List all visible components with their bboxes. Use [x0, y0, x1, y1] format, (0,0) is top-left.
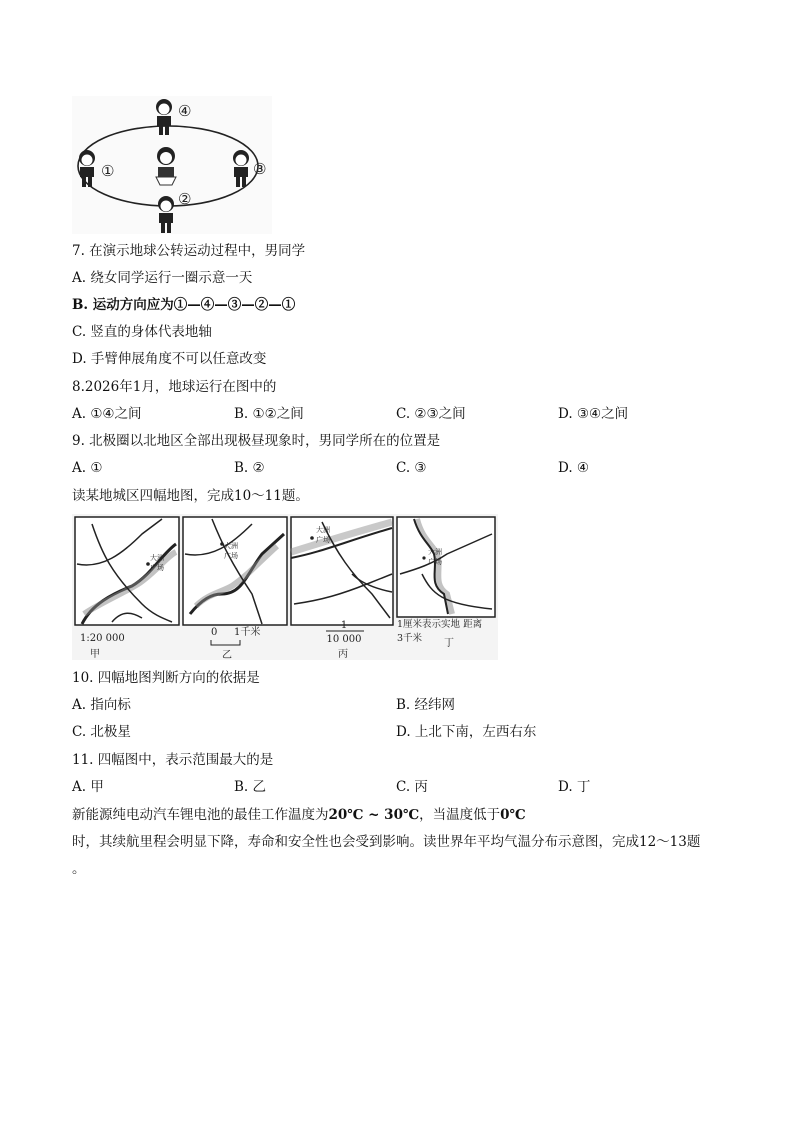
temperature-range: 20℃ ~ 30℃: [328, 807, 420, 823]
q8-stem: 8.2026年1月，地球运行在图中的: [72, 379, 277, 395]
q10-stem: 10. 四幅地图判断方向的依据是: [72, 670, 260, 686]
q11-option-c: C. 丙: [396, 779, 428, 795]
q7-stem: 7. 在演示地球公转运动过程中，男同学: [72, 243, 306, 259]
scale-ding-line1: 1厘米表示实地 距离: [397, 619, 483, 630]
scale-yi-zero: 0: [211, 627, 218, 638]
q9-option-d: D. ④: [558, 460, 590, 476]
scale-bing-numerator: 1: [340, 620, 348, 631]
intro-12-13-line3: 。: [72, 861, 86, 877]
q7-option-a: A. 绕女同学运行一圈示意一天: [72, 270, 253, 286]
label-2: ②: [178, 190, 192, 208]
map-bing-place-2: 广场: [316, 536, 330, 544]
map-name-yi: 乙: [222, 650, 232, 660]
map-name-jia: 甲: [90, 649, 100, 660]
label-1: ①: [101, 162, 115, 180]
intro-12-13-text-b: ，当温度低于: [419, 807, 501, 823]
q9-stem: 9. 北极圈以北地区全部出现极昼现象时，男同学所在的位置是: [72, 433, 441, 449]
map-name-bing: 丙: [338, 649, 348, 660]
q8-option-b: B. ①②之间: [234, 406, 304, 422]
q11-option-b: B. 乙: [234, 779, 267, 795]
orbit-demo-figure: [72, 96, 272, 234]
q10-option-b: B. 经纬网: [396, 697, 456, 713]
map-jia-place-2: 广场: [150, 564, 164, 572]
q8-option-c: C. ②③之间: [396, 406, 466, 422]
temperature-zero: 0℃: [500, 807, 526, 823]
map-ding-place-2: 广场: [428, 558, 442, 566]
map-bing-place-1: 大洲: [316, 526, 330, 534]
scale-yi-km: 1千米: [234, 627, 261, 638]
scale-jia: 1:20 000: [80, 633, 125, 644]
q9-option-b: B. ②: [234, 460, 265, 476]
map-ding: [397, 517, 495, 649]
four-maps-figure: [72, 514, 498, 660]
q7-option-c: C. 竖直的身体代表地轴: [72, 324, 212, 340]
q9-option-c: C. ③: [396, 460, 427, 476]
map-jia-place-1: 大洲: [150, 554, 164, 562]
q11-stem: 11. 四幅图中，表示范围最大的是: [72, 752, 274, 768]
intro-10-11: 读某地城区四幅地图，完成10～11题。: [72, 488, 309, 504]
q8-option-d: D. ③④之间: [558, 406, 629, 422]
map-name-ding: 丁: [444, 638, 454, 649]
intro-12-13-text-a: 新能源纯电动汽车锂电池的最佳工作温度为: [72, 807, 329, 823]
q9-option-a: A. ①: [72, 460, 103, 476]
q11-option-d: D. 丁: [558, 779, 591, 795]
intro-12-13-line2: 时，其续航里程会明显下降，寿命和安全性也会受到影响。读世界年平均气温分布示意图，完成12～13题: [72, 834, 701, 850]
label-3: ③: [253, 160, 267, 178]
q11-option-a: A. 甲: [72, 779, 104, 795]
label-4: ④: [178, 102, 192, 120]
scale-ding-line2: 3千米: [397, 633, 423, 644]
q10-option-c: C. 北极星: [72, 724, 131, 740]
q7-option-d: D. 手臂伸展角度不可以任意改变: [72, 351, 267, 367]
map-yi-place-2: 广场: [224, 552, 238, 560]
q10-option-a: A. 指向标: [72, 697, 131, 713]
scale-bing-denominator: 10 000: [326, 634, 362, 645]
q10-option-d: D. 上北下南，左西右东: [396, 724, 537, 740]
q7-option-b: B. 运动方向应为①—④—③—②—①: [72, 297, 296, 313]
map-yi-place-1: 大洲: [224, 542, 238, 550]
intro-12-13-line1: [72, 806, 526, 824]
map-ding-place-1: 大洲: [428, 548, 442, 556]
q8-option-a: A. ①④之间: [72, 406, 142, 422]
